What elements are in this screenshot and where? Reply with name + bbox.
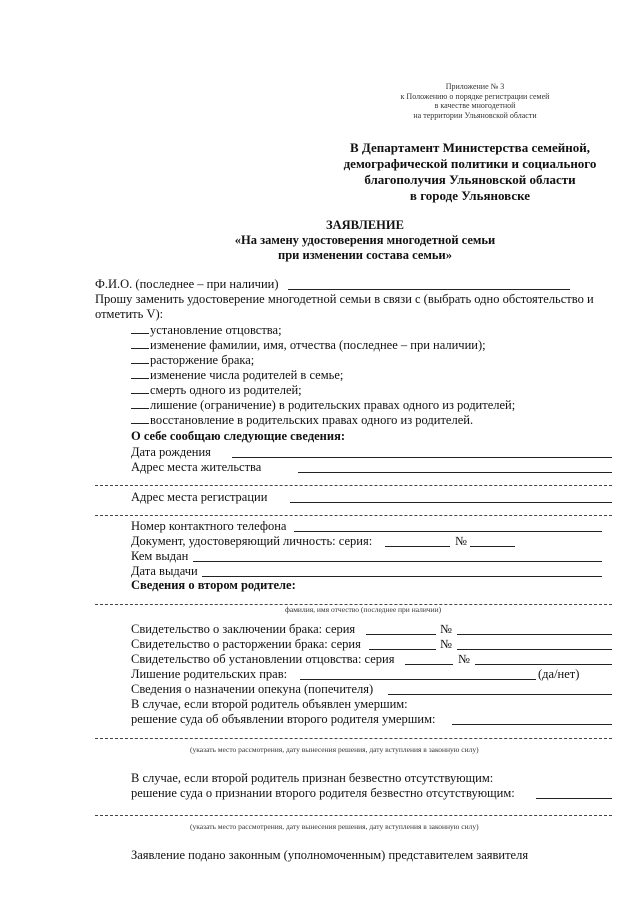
id-number-sign: № [455,534,467,548]
missing-decision-continuation[interactable] [95,815,612,816]
deceased-decision-field[interactable] [452,724,612,725]
title-main: ЗАЯВЛЕНИЕ [326,218,404,232]
registration-field[interactable] [290,502,612,503]
birth-date-field[interactable] [232,457,612,458]
reason-item[interactable]: расторжение брака; [131,353,254,368]
residence-label: Адрес места жительства [131,460,262,474]
divorce-number-sign: № [440,637,452,651]
issue-date-label: Дата выдачи [131,564,198,578]
reason-checkbox[interactable] [131,398,149,409]
registration-label: Адрес места регистрации [131,490,268,504]
paternity-series-field[interactable] [405,664,453,665]
reason-checkbox[interactable] [131,413,149,424]
divorce-cert-label: Свидетельство о расторжении брака: серия [131,637,361,651]
marriage-number-field[interactable] [457,634,612,635]
appendix-line: на территории Ульяновской области [413,110,537,120]
request-line: отметить V): [95,307,164,321]
appendix-line: в качестве многодетной [434,101,516,110]
reason-item[interactable]: изменение фамилии, имя, отчества (последнее – при наличии); [131,338,486,353]
addressee-line: демографической политики и социального [343,156,597,171]
deceased-decision-label: решение суда об объявлении второго родителя умершим: [131,712,436,726]
addressee-line: в городе Ульяновске [409,188,531,203]
issued-by-label: Кем выдан [131,549,189,563]
court-caption: (указать место рассмотрения, дату вынесения решения, дату вступления в законную силу) [190,822,479,831]
deprivation-field[interactable] [300,679,536,680]
birth-date-label: Дата рождения [131,445,211,459]
missing-decision-label: решение суда о признании второго родителя безвестно отсутствующим: [131,786,515,800]
reason-checkbox[interactable] [131,353,149,364]
yes-no-hint: (да/нет) [538,667,580,681]
reason-item[interactable]: изменение числа родителей в семье; [131,368,343,383]
issue-date-field[interactable] [202,576,602,577]
id-doc-label: Документ, удостоверяющий личность: серия: [131,534,373,548]
deceased-intro: В случае, если второй родитель объявлен умершим: [131,697,408,711]
representative-statement: Заявление подано законным (уполномоченным) представителем заявителя [131,848,529,862]
addressee-block [320,140,620,204]
reason-item[interactable]: лишение (ограничение) в родительских правах одного из родителей; [131,398,515,413]
id-series-field[interactable] [385,546,450,547]
residence-field[interactable] [298,472,612,473]
deceased-decision-continuation[interactable] [95,738,612,739]
appendix-block [380,82,570,120]
divorce-number-field[interactable] [457,649,612,650]
title-sub: при изменении состава семьи» [278,248,452,262]
paternity-cert-label: Свидетельство об установлении отцовства: серия [131,652,395,666]
paternity-number-field[interactable] [475,664,612,665]
second-parent-heading: Сведения о втором родителе: [131,578,296,592]
residence-field-continuation[interactable] [95,485,612,486]
document-title [200,218,530,263]
reason-item[interactable]: смерть одного из родителей; [131,383,302,398]
self-section-heading: О себе сообщаю следующие сведения: [131,429,346,443]
phone-label: Номер контактного телефона [131,519,287,533]
missing-intro: В случае, если второй родитель признан безвестно отсутствующим: [131,771,494,785]
addressee-line: В Департамент Министерства семейной, [349,140,590,155]
phone-field[interactable] [294,531,602,532]
request-line: Прошу заменить удостоверение многодетной семьи в связи с (выбрать одно обстоятельство и [95,292,594,306]
issued-by-field[interactable] [193,561,602,562]
guardian-label: Сведения о назначении опекуна (попечителя) [131,682,374,696]
marriage-cert-label: Свидетельство о заключении брака: серия [131,622,356,636]
marriage-series-field[interactable] [366,634,436,635]
registration-field-continuation[interactable] [95,515,612,516]
reason-item[interactable]: восстановление в родительских правах одного из родителей. [131,413,473,428]
missing-decision-field[interactable] [536,798,612,799]
fio-caption: фамилия, имя отчество (последнее при наличии) [285,605,442,614]
deprivation-label: Лишение родительских прав: [131,667,288,681]
addressee-line: благополучия Ульяновской области [364,172,576,187]
id-number-field[interactable] [470,546,515,547]
reason-checkbox[interactable] [131,368,149,379]
reason-checkbox[interactable] [131,338,149,349]
fio-field[interactable] [288,289,570,290]
appendix-line: к Положению о порядке регистрации семей [400,91,550,101]
reason-item[interactable]: установление отцовства; [131,323,282,338]
marriage-number-sign: № [440,622,452,636]
court-caption: (указать место рассмотрения, дату вынесения решения, дату вступления в законную силу) [190,745,479,754]
divorce-series-field[interactable] [369,649,436,650]
fio-label: Ф.И.О. (последнее – при наличии) [95,277,279,291]
appendix-line: Приложение № 3 [445,82,505,91]
reason-checkbox[interactable] [131,323,149,334]
guardian-field[interactable] [388,694,612,695]
reason-checkbox[interactable] [131,383,149,394]
paternity-number-sign: № [458,652,470,666]
title-sub: «На замену удостоверения многодетной семьи [234,233,496,247]
